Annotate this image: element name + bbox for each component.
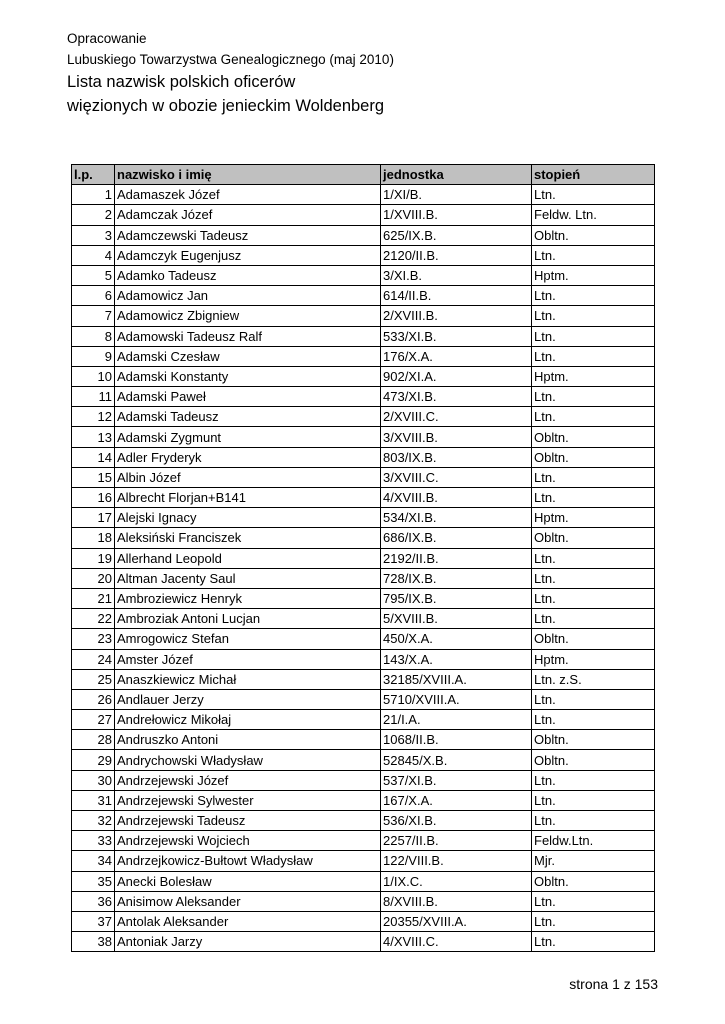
cell-unit: 3/XI.B.	[381, 265, 532, 285]
cell-rank: Ltn.	[532, 932, 655, 952]
table-row	[72, 669, 655, 689]
cell-unit: 20355/XVIII.A.	[381, 911, 532, 931]
cell-unit: 143/X.A.	[381, 649, 532, 669]
cell-name: Andrzejewski Wojciech	[115, 831, 381, 851]
cell-name: Adamko Tadeusz	[115, 265, 381, 285]
cell-rank: Hptm.	[532, 366, 655, 386]
cell-name: Anisimow Aleksander	[115, 891, 381, 911]
cell-unit: 3/XVIII.C.	[381, 467, 532, 487]
table-row	[72, 609, 655, 629]
cell-rank: Ltn.	[532, 790, 655, 810]
cell-name: Adamowicz Jan	[115, 286, 381, 306]
cell-name: Alejski Ignacy	[115, 508, 381, 528]
cell-unit: 1/IX.C.	[381, 871, 532, 891]
cell-name: Amster Józef	[115, 649, 381, 669]
table-row	[72, 932, 655, 952]
cell-rank: Ltn.	[532, 326, 655, 346]
cell-name: Adamski Paweł	[115, 387, 381, 407]
cell-name: Anaszkiewicz Michał	[115, 669, 381, 689]
cell-unit: 167/X.A.	[381, 790, 532, 810]
table-row	[72, 508, 655, 528]
cell-lp: 25	[72, 669, 115, 689]
document-title-1: Lista nazwisk polskich oficerów	[67, 73, 296, 91]
table-row	[72, 750, 655, 770]
table-row	[72, 306, 655, 326]
cell-rank: Ltn.	[532, 710, 655, 730]
cell-rank: Ltn.	[532, 467, 655, 487]
document-title-2: więzionych w obozie jenieckim Woldenberg	[67, 97, 385, 115]
cell-rank: Feldw.Ltn.	[532, 831, 655, 851]
cell-lp: 24	[72, 649, 115, 669]
cell-rank: Ltn.	[532, 689, 655, 709]
table-row	[72, 790, 655, 810]
table-row	[72, 346, 655, 366]
cell-name: Adamski Zygmunt	[115, 427, 381, 447]
cell-unit: 2120/II.B.	[381, 245, 532, 265]
cell-rank: Obltn.	[532, 427, 655, 447]
cell-lp: 6	[72, 286, 115, 306]
cell-lp: 5	[72, 265, 115, 285]
cell-rank: Ltn.	[532, 306, 655, 326]
cell-lp: 12	[72, 407, 115, 427]
table-row	[72, 871, 655, 891]
cell-unit: 536/XI.B.	[381, 811, 532, 831]
cell-rank: Feldw. Ltn.	[532, 205, 655, 225]
cell-unit: 52845/X.B.	[381, 750, 532, 770]
cell-rank: Ltn.	[532, 407, 655, 427]
cell-lp: 9	[72, 346, 115, 366]
table-row	[72, 467, 655, 487]
table-row	[72, 225, 655, 245]
cell-name: Adler Fryderyk	[115, 447, 381, 467]
cell-name: Albin Józef	[115, 467, 381, 487]
cell-unit: 2/XVIII.B.	[381, 306, 532, 326]
cell-lp: 7	[72, 306, 115, 326]
cell-rank: Obltn.	[532, 871, 655, 891]
cell-name: Adamczewski Tadeusz	[115, 225, 381, 245]
cell-unit: 21/I.A.	[381, 710, 532, 730]
cell-unit: 534/XI.B.	[381, 508, 532, 528]
cell-lp: 3	[72, 225, 115, 245]
cell-unit: 803/IX.B.	[381, 447, 532, 467]
cell-lp: 37	[72, 911, 115, 931]
cell-rank: Ltn.	[532, 770, 655, 790]
column-header-rank: stopień	[532, 165, 655, 185]
cell-name: Ambroziak Antoni Lucjan	[115, 609, 381, 629]
cell-lp: 33	[72, 831, 115, 851]
cell-unit: 122/VIII.B.	[381, 851, 532, 871]
table-row	[72, 689, 655, 709]
cell-name: Adamczak Józef	[115, 205, 381, 225]
cell-name: Adamski Tadeusz	[115, 407, 381, 427]
cell-lp: 30	[72, 770, 115, 790]
cell-lp: 23	[72, 629, 115, 649]
cell-unit: 533/XI.B.	[381, 326, 532, 346]
cell-unit: 1068/II.B.	[381, 730, 532, 750]
cell-name: Allerhand Leopold	[115, 548, 381, 568]
cell-lp: 29	[72, 750, 115, 770]
cell-name: Ambroziewicz Henryk	[115, 588, 381, 608]
cell-unit: 728/IX.B.	[381, 568, 532, 588]
cell-name: Altman Jacenty Saul	[115, 568, 381, 588]
cell-rank: Ltn.	[532, 811, 655, 831]
header-line-1: Opracowanie	[67, 31, 147, 46]
cell-rank: Hptm.	[532, 649, 655, 669]
cell-rank: Obltn.	[532, 528, 655, 548]
cell-rank: Obltn.	[532, 225, 655, 245]
cell-name: Andrychowski Władysław	[115, 750, 381, 770]
cell-unit: 537/XI.B.	[381, 770, 532, 790]
column-header-name: nazwisko i imię	[115, 165, 381, 185]
cell-name: Andrełowicz Mikołaj	[115, 710, 381, 730]
cell-rank: Ltn.	[532, 891, 655, 911]
table-row	[72, 387, 655, 407]
cell-name: Adamski Konstanty	[115, 366, 381, 386]
cell-name: Aleksiński Franciszek	[115, 528, 381, 548]
cell-rank: Obltn.	[532, 447, 655, 467]
cell-unit: 2257/II.B.	[381, 831, 532, 851]
cell-lp: 16	[72, 488, 115, 508]
cell-name: Anecki Bolesław	[115, 871, 381, 891]
table-row	[72, 891, 655, 911]
cell-unit: 4/XVIII.B.	[381, 488, 532, 508]
cell-unit: 4/XVIII.C.	[381, 932, 532, 952]
cell-rank: Ltn.	[532, 346, 655, 366]
cell-unit: 625/IX.B.	[381, 225, 532, 245]
cell-rank: Ltn.	[532, 245, 655, 265]
cell-rank: Obltn.	[532, 730, 655, 750]
table-row	[72, 528, 655, 548]
table-row	[72, 568, 655, 588]
cell-name: Albrecht Florjan+B141	[115, 488, 381, 508]
cell-unit: 902/XI.A.	[381, 366, 532, 386]
cell-lp: 11	[72, 387, 115, 407]
cell-lp: 20	[72, 568, 115, 588]
cell-lp: 17	[72, 508, 115, 528]
table-row	[72, 407, 655, 427]
cell-lp: 18	[72, 528, 115, 548]
cell-rank: Ltn.	[532, 911, 655, 931]
cell-rank: Mjr.	[532, 851, 655, 871]
page-number: strona 1 z 153	[569, 976, 658, 992]
cell-rank: Ltn.	[532, 548, 655, 568]
cell-unit: 5710/XVIII.A.	[381, 689, 532, 709]
table-row	[72, 649, 655, 669]
cell-lp: 8	[72, 326, 115, 346]
table-row	[72, 427, 655, 447]
cell-lp: 38	[72, 932, 115, 952]
cell-rank: Ltn.	[532, 609, 655, 629]
cell-lp: 15	[72, 467, 115, 487]
cell-name: Andrzejkowicz-Bułtowt Władysław	[115, 851, 381, 871]
cell-lp: 13	[72, 427, 115, 447]
cell-lp: 34	[72, 851, 115, 871]
cell-lp: 36	[72, 891, 115, 911]
table-row	[72, 831, 655, 851]
table-row	[72, 911, 655, 931]
cell-name: Andlauer Jerzy	[115, 689, 381, 709]
table-row	[72, 710, 655, 730]
cell-name: Antoniak Jarzy	[115, 932, 381, 952]
cell-name: Andrzejewski Tadeusz	[115, 811, 381, 831]
cell-unit: 2/XVIII.C.	[381, 407, 532, 427]
cell-unit: 795/IX.B.	[381, 588, 532, 608]
table-row	[72, 548, 655, 568]
table-row	[72, 286, 655, 306]
cell-unit: 686/IX.B.	[381, 528, 532, 548]
cell-lp: 19	[72, 548, 115, 568]
cell-unit: 5/XVIII.B.	[381, 609, 532, 629]
cell-unit: 8/XVIII.B.	[381, 891, 532, 911]
cell-lp: 1	[72, 185, 115, 205]
column-header-unit: jednostka	[381, 165, 532, 185]
cell-unit: 473/XI.B.	[381, 387, 532, 407]
table-row	[72, 770, 655, 790]
cell-rank: Ltn.	[532, 185, 655, 205]
cell-rank: Obltn.	[532, 629, 655, 649]
table-header-row	[72, 165, 655, 185]
cell-unit: 450/X.A.	[381, 629, 532, 649]
cell-rank: Obltn.	[532, 750, 655, 770]
cell-name: Andrzejewski Sylwester	[115, 790, 381, 810]
cell-name: Andruszko Antoni	[115, 730, 381, 750]
cell-name: Antolak Aleksander	[115, 911, 381, 931]
table-row	[72, 629, 655, 649]
cell-rank: Ltn.	[532, 286, 655, 306]
cell-name: Adamowicz Zbigniew	[115, 306, 381, 326]
cell-unit: 32185/XVIII.A.	[381, 669, 532, 689]
cell-lp: 27	[72, 710, 115, 730]
cell-lp: 10	[72, 366, 115, 386]
table-row	[72, 447, 655, 467]
cell-unit: 1/XI/B.	[381, 185, 532, 205]
table-row	[72, 185, 655, 205]
cell-rank: Ltn.	[532, 568, 655, 588]
cell-lp: 21	[72, 588, 115, 608]
cell-rank: Ltn.	[532, 588, 655, 608]
table-row	[72, 851, 655, 871]
cell-lp: 35	[72, 871, 115, 891]
cell-name: Adamczyk Eugenjusz	[115, 245, 381, 265]
cell-unit: 176/X.A.	[381, 346, 532, 366]
cell-lp: 32	[72, 811, 115, 831]
cell-rank: Ltn. z.S.	[532, 669, 655, 689]
cell-rank: Ltn.	[532, 488, 655, 508]
table-row	[72, 265, 655, 285]
cell-unit: 1/XVIII.B.	[381, 205, 532, 225]
cell-unit: 2192/II.B.	[381, 548, 532, 568]
cell-lp: 2	[72, 205, 115, 225]
cell-lp: 26	[72, 689, 115, 709]
header-line-2: Lubuskiego Towarzystwa Genealogicznego (maj 2010)	[67, 52, 394, 67]
cell-lp: 14	[72, 447, 115, 467]
table-row	[72, 588, 655, 608]
cell-lp: 4	[72, 245, 115, 265]
cell-rank: Hptm.	[532, 508, 655, 528]
table-row	[72, 811, 655, 831]
table-row	[72, 366, 655, 386]
cell-lp: 22	[72, 609, 115, 629]
officers-table	[71, 164, 655, 952]
cell-unit: 3/XVIII.B.	[381, 427, 532, 447]
cell-name: Adamowski Tadeusz Ralf	[115, 326, 381, 346]
cell-rank: Ltn.	[532, 387, 655, 407]
cell-name: Amrogowicz Stefan	[115, 629, 381, 649]
table-row	[72, 730, 655, 750]
cell-lp: 31	[72, 790, 115, 810]
table-row	[72, 205, 655, 225]
table-row	[72, 326, 655, 346]
cell-name: Andrzejewski Józef	[115, 770, 381, 790]
cell-name: Adamaszek Józef	[115, 185, 381, 205]
table-row	[72, 245, 655, 265]
document-header	[67, 28, 394, 118]
column-header-lp: l.p.	[72, 165, 115, 185]
table-row	[72, 488, 655, 508]
cell-name: Adamski Czesław	[115, 346, 381, 366]
cell-unit: 614/II.B.	[381, 286, 532, 306]
cell-lp: 28	[72, 730, 115, 750]
cell-rank: Hptm.	[532, 265, 655, 285]
